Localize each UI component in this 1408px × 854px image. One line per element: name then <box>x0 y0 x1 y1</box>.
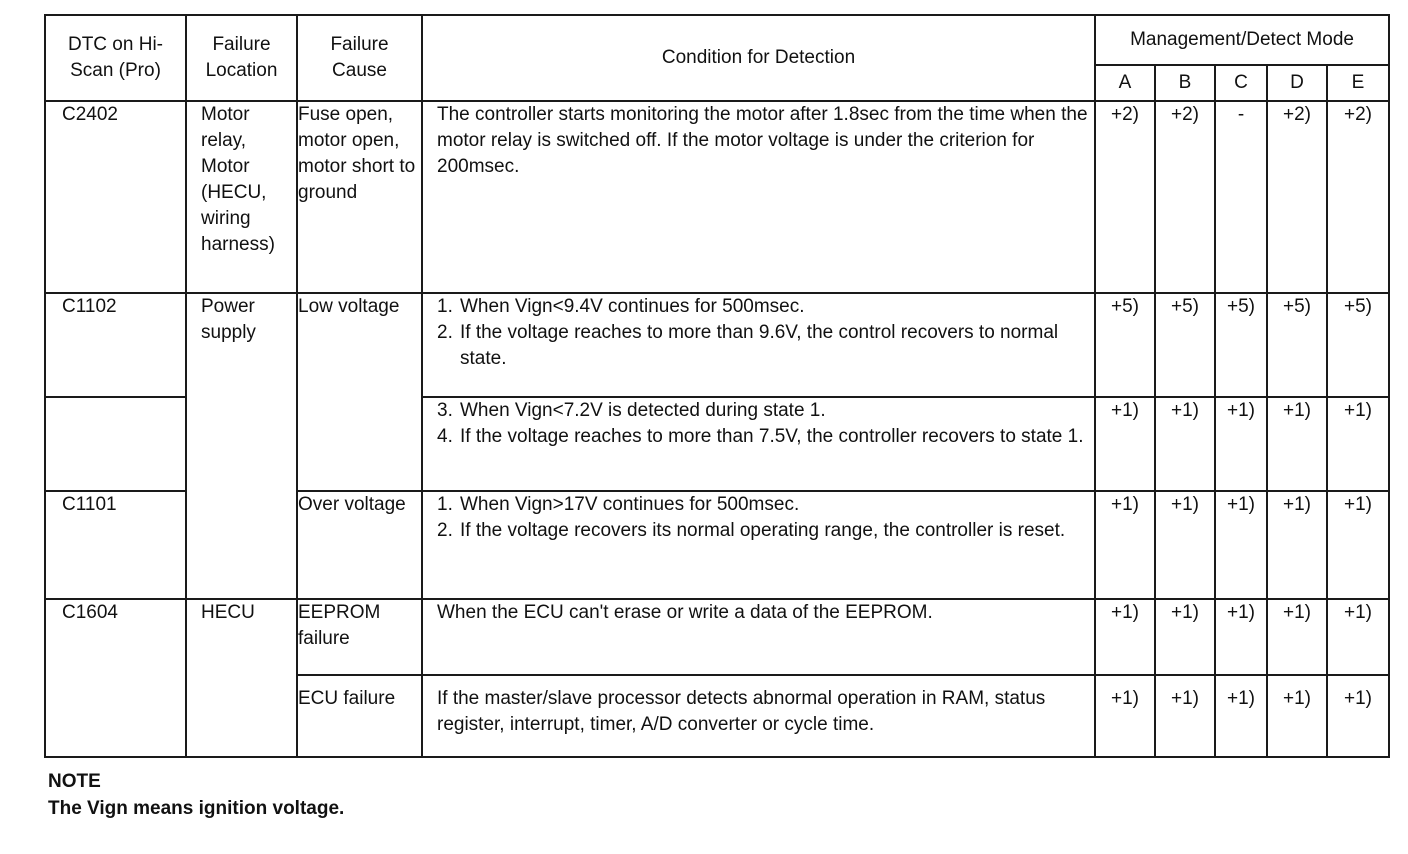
note-title: NOTE <box>48 771 101 792</box>
item-text: If the voltage reaches to more than 7.5V, the controller recovers to state 1. <box>460 426 1084 447</box>
mode-c: +1) <box>1215 675 1267 757</box>
item-number: 3. <box>437 400 453 421</box>
header-mode-d: D <box>1267 65 1327 101</box>
condition-text: When the ECU can't erase or write a data of the EEPROM. <box>422 599 1095 675</box>
header-mode: Management/Detect Mode <box>1095 15 1389 65</box>
mode-b: +1) <box>1155 491 1215 599</box>
item-text: When Vign<7.2V is detected during state 1. <box>460 400 826 421</box>
item-number: 4. <box>437 426 453 447</box>
item-text: If the voltage recovers its normal operating range, the controller is reset. <box>460 520 1066 541</box>
mode-e: +1) <box>1327 397 1389 491</box>
dtc-code-empty <box>45 397 186 491</box>
condition-text: The controller starts monitoring the motor after 1.8sec from the time when the motor relay is switched off. If the motor voltage is under the criterion for 200msec. <box>422 101 1095 293</box>
mode-c: +5) <box>1215 293 1267 397</box>
mode-b: +2) <box>1155 101 1215 293</box>
mode-a: +5) <box>1095 293 1155 397</box>
note-text: The Vign means ignition voltage. <box>48 798 345 819</box>
mode-c: +1) <box>1215 599 1267 675</box>
table-row <box>45 293 1389 397</box>
note-block <box>48 768 344 822</box>
mode-c: - <box>1215 101 1267 293</box>
header-condition: Condition for Detection <box>422 15 1095 101</box>
header-mode-a: A <box>1095 65 1155 101</box>
dtc-table <box>44 14 1390 758</box>
item-number: 1. <box>437 296 453 317</box>
mode-d: +2) <box>1267 101 1327 293</box>
dtc-code: C1604 <box>45 599 186 757</box>
mode-b: +1) <box>1155 599 1215 675</box>
mode-d: +1) <box>1267 491 1327 599</box>
dtc-code: C2402 <box>45 101 186 293</box>
failure-cause: Over voltage <box>297 491 422 599</box>
mode-e: +5) <box>1327 293 1389 397</box>
failure-location: Motor relay, Motor (HECU, wiring harness) <box>186 101 297 293</box>
item-text: When Vign>17V continues for 500msec. <box>460 494 800 515</box>
condition-item <box>437 518 1094 544</box>
mode-c: +1) <box>1215 397 1267 491</box>
mode-e: +1) <box>1327 675 1389 757</box>
condition-item <box>437 320 1094 372</box>
item-text: When Vign<9.4V continues for 500msec. <box>460 296 805 317</box>
condition-item <box>437 294 1094 320</box>
header-mode-e: E <box>1327 65 1389 101</box>
mode-b: +1) <box>1155 675 1215 757</box>
mode-d: +1) <box>1267 599 1327 675</box>
header-mode-b: B <box>1155 65 1215 101</box>
header-mode-c: C <box>1215 65 1267 101</box>
failure-cause: Fuse open, motor open, motor short to ground <box>297 101 422 293</box>
dtc-code: C1101 <box>45 491 186 599</box>
dtc-code: C1102 <box>45 293 186 397</box>
condition-item <box>437 424 1094 450</box>
condition-list <box>422 491 1095 599</box>
header-cause: Failure Cause <box>297 15 422 101</box>
failure-cause: Low voltage <box>297 293 422 491</box>
mode-a: +2) <box>1095 101 1155 293</box>
item-number: 2. <box>437 322 453 343</box>
failure-location: Power supply <box>186 293 297 599</box>
failure-cause: ECU failure <box>297 675 422 757</box>
mode-c: +1) <box>1215 491 1267 599</box>
mode-e: +1) <box>1327 491 1389 599</box>
condition-text: If the master/slave processor detects abnormal operation in RAM, status register, interrupt, timer, A/D converter or cycle time. <box>422 675 1095 757</box>
header-location: Failure Location <box>186 15 297 101</box>
header-dtc: DTC on Hi-Scan (Pro) <box>45 15 186 101</box>
mode-a: +1) <box>1095 397 1155 491</box>
mode-d: +1) <box>1267 397 1327 491</box>
mode-d: +5) <box>1267 293 1327 397</box>
condition-item <box>437 492 1094 518</box>
mode-b: +1) <box>1155 397 1215 491</box>
mode-d: +1) <box>1267 675 1327 757</box>
item-number: 2. <box>437 520 453 541</box>
condition-item <box>437 398 1094 424</box>
table-row <box>45 599 1389 675</box>
condition-list <box>422 397 1095 491</box>
mode-a: +1) <box>1095 491 1155 599</box>
mode-e: +1) <box>1327 599 1389 675</box>
condition-list <box>422 293 1095 397</box>
mode-a: +1) <box>1095 675 1155 757</box>
table-row <box>45 101 1389 293</box>
failure-location: HECU <box>186 599 297 757</box>
mode-a: +1) <box>1095 599 1155 675</box>
mode-b: +5) <box>1155 293 1215 397</box>
mode-e: +2) <box>1327 101 1389 293</box>
item-number: 1. <box>437 494 453 515</box>
failure-cause: EEPROM failure <box>297 599 422 675</box>
item-text: If the voltage reaches to more than 9.6V, the control recovers to normal state. <box>460 322 1059 369</box>
